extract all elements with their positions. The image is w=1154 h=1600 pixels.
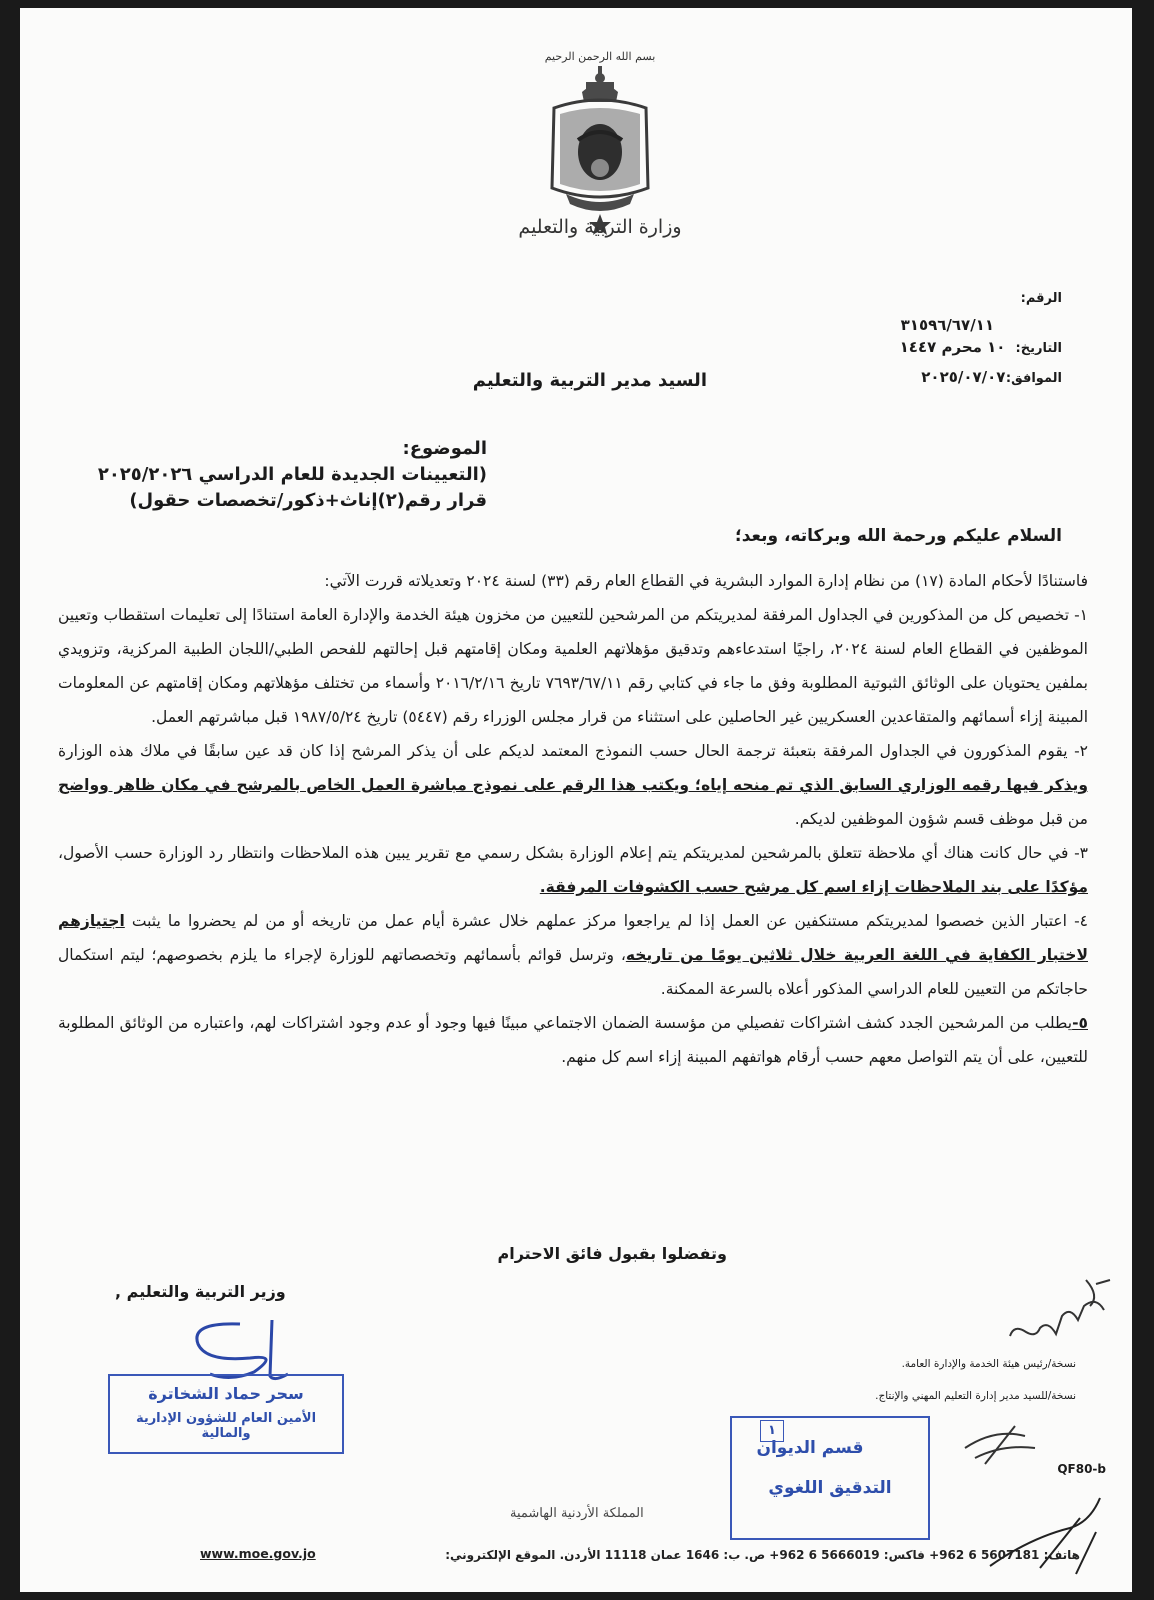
diwan-stamp bbox=[730, 1416, 930, 1540]
subject-block bbox=[67, 436, 487, 514]
subject-label: الموضوع: bbox=[402, 438, 487, 459]
body-item-4-part-a: ٤- اعتبار الذين خصصوا لمديريتكم مستنكفين عن العمل إذا لم يراجعوا مركز عملهم خلال عشرة أيام عمل من تاريخه أو من لم يحضروا ما يثبت bbox=[124, 912, 1088, 930]
diwan-stamp-number: ١ bbox=[760, 1420, 784, 1442]
body-item-2-emphasis: ويذكر فيها رقمه الوزاري السابق الذي تم منحه إياه؛ ويكتب هذا الرقم على نموذج مباشرة العمل الخاص بالمرشح في مكان ظاهر وواضح bbox=[58, 776, 1088, 794]
signatory-name: سحر حماد الشخاترة bbox=[148, 1384, 304, 1403]
handwritten-initials-icon bbox=[955, 1418, 1045, 1474]
gregorian-date-row bbox=[742, 368, 1062, 386]
copy-line-2: نسخة/للسيد مدير إدارة التعليم المهني والإنتاج. bbox=[875, 1390, 1076, 1402]
body-item-4-part-c: ، وترسل قوائم بأسمائهم وتخصصاتهم للوزارة لإجراء ما يلزم بخصوصهم؛ ليتم استكمال حاجاتكم من التعيين للعام الدراسي المذكور أعلاه بالسرعة الممكنة. bbox=[58, 946, 1088, 998]
contact-details: هاتف: 5607181 6 962+ فاكس: 5666019 6 962+ ص. ب: 1646 عمان 11118 الأردن. الموقع الإلكتروني: bbox=[445, 1548, 1080, 1562]
copy-line-1: نسخة/رئيس هيئة الخدمة والإدارة العامة. bbox=[901, 1358, 1076, 1370]
signatory-stamp bbox=[108, 1374, 344, 1454]
reference-value-row bbox=[674, 316, 994, 334]
subject-line-1: (التعيينات الجديدة للعام الدراسي ٢٠٢٥/٢٠٢٦ bbox=[97, 464, 487, 485]
body-item-2-part-c: من قبل موظف قسم شؤون الموظفين لديكم. bbox=[794, 810, 1088, 828]
letter-body bbox=[58, 564, 1088, 1074]
addressee: السيد مدير التربية والتعليم bbox=[472, 370, 707, 391]
greeting: السلام عليكم ورحمة الله وبركاته، وبعد؛ bbox=[734, 526, 1062, 546]
date-label: التاريخ: bbox=[1015, 341, 1062, 356]
body-item-3-emphasis: مؤكدًا على بند الملاحظات إزاء اسم كل مرشح حسب الكشوفات المرفقة. bbox=[539, 878, 1088, 896]
body-item-4-emphasis: اجتيازهم لاختبار الكفاية في اللغة العربية خلال ثلاثين يومًا من تاريخه bbox=[58, 912, 1088, 964]
body-item-5-text: يطلب من المرشحين الجدد كشف اشتراكات تفصيلي من مؤسسة الضمان الاجتماعي مبينًا فيها وجود أو عدم وجود اشتراكات لهم، واعتباره من الوثائق المطلوبة للتعيين، على أن يتم التواصل معهم حسب أرقام هواتفهم المبينة إزاء اسم كل منهم. bbox=[58, 1014, 1088, 1066]
ministry-name: وزارة التربية والتعليم bbox=[518, 216, 682, 238]
body-item-2 bbox=[58, 734, 1088, 836]
body-item-3-part-a: ٣- في حال كانت هناك أي ملاحظة تتعلق بالمرشحين لمديريتكم يتم إعلام الوزارة بشكل رسمي مع تقرير يبين هذه الملاحظات وانتظار رد الوزارة حسب الأصول، bbox=[58, 844, 1088, 862]
diwan-stamp-line-2: التدقيق اللغوي bbox=[768, 1478, 892, 1498]
handwritten-annotation-icon bbox=[1000, 1276, 1120, 1356]
reference-value: ٣١٥٩٦/٦٧/١١ bbox=[900, 316, 994, 334]
reference-label: الرقم: bbox=[1020, 291, 1062, 306]
handwritten-mark-icon bbox=[980, 1478, 1110, 1578]
closing-line: وتفضلوا بقبول فائق الاحترام bbox=[497, 1244, 727, 1263]
body-item-2-part-a: ٢- يقوم المذكورون في الجداول المرفقة بتعبئة ترجمة الحال حسب النموذج المعتمد لديكم على أن يذكر المرشح إذا كان قد عين سابقًا في ملاك هذه الوزارة bbox=[58, 742, 1088, 760]
body-item-3 bbox=[58, 836, 1088, 904]
reference-row bbox=[742, 291, 1062, 306]
form-code: QF80-b bbox=[1057, 1462, 1106, 1476]
signatory-title: الأمين العام للشؤون الإدارية والمالية bbox=[135, 1411, 317, 1441]
diwan-stamp-line-1: قسم الديوان bbox=[756, 1438, 864, 1458]
date-row bbox=[742, 338, 1062, 356]
website-link[interactable]: www.moe.gov.jo bbox=[200, 1546, 316, 1561]
subject-line-2: قرار رقم(٢)إناث+ذكور/تخصصات حقول) bbox=[129, 490, 487, 511]
body-item-1: ١- تخصيص كل من المذكورين في الجداول المرفقة لمديريتكم من المرشحين للتعيين من مخزون هيئة الخدمة والإدارة العامة استنادًا إلى تعليمات استقطاب وتعيين الموظفين في القطاع العام لسنة ٢٠٢٤، راجيًا استدعاءهم وتدقيق مؤهلاتهم العلمية ومكان إقامتهم قبل إحالتهم للفحص الطبي/اللجان الطبية المركزية، وتزويدي بملفين يحتويان على الوثائق الثبوتية المطلوبة وفق ما جاء في كتابي رقم ٧٦٩٣/٦٧/١١ تاريخ ٢٠١٦/٢/١٦ وأسماء من تختلف مؤهلاتهم ومكان إقامتهم عن المعلومات المبينة إزاء أسمائهم والمتقاعدين العسكريين غير الحاصلين على استثناء من قرار مجلس الوزراء رقم (٥٤٤٧) تاريخ ١٩٨٧/٥/٢٤ قبل مباشرتهم العمل. bbox=[58, 606, 1088, 726]
gregorian-date-label: الموافق: bbox=[1005, 371, 1062, 386]
kingdom-name: المملكة الأردنية الهاشمية bbox=[510, 1506, 644, 1521]
body-item-4 bbox=[58, 904, 1088, 1006]
date-value: ١٠ محرم ١٤٤٧ bbox=[899, 338, 1006, 356]
letter-page bbox=[20, 8, 1132, 1592]
body-intro: فاستنادًا لأحكام المادة (١٧) من نظام إدارة الموارد البشرية في القطاع العام رقم (٣٣) لسنة ٢٠٢٤ وتعديلاته قررت الآتي: bbox=[324, 572, 1088, 590]
gregorian-date-value: ٢٠٢٥/٠٧/٠٧ bbox=[921, 368, 1006, 386]
basmala-header: بسم الله الرحمن الرحيم bbox=[544, 50, 656, 63]
body-item-5 bbox=[58, 1006, 1088, 1074]
body-item-5-number: ٥- bbox=[1072, 1014, 1088, 1032]
minister-title: وزير التربية والتعليم , bbox=[115, 1282, 286, 1301]
